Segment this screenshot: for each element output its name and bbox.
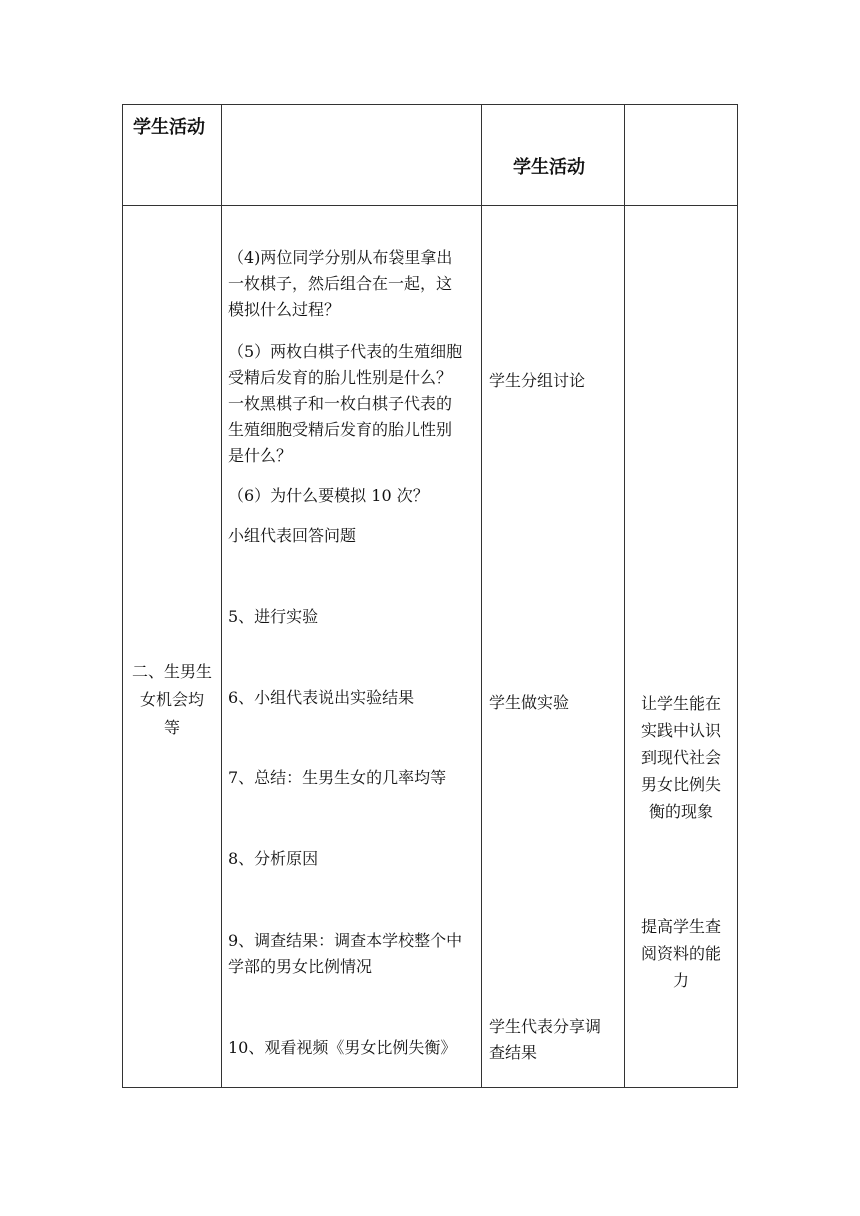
step-8: 8、分析原因 xyxy=(228,849,319,868)
question-5-line-5: 是什么？ xyxy=(228,446,293,465)
student-activity-share-line-2: 查结果 xyxy=(489,1043,538,1062)
question-5-line-2: 受精后发育的胎儿性别是什么？ xyxy=(228,368,453,387)
step-9-line-1: 9、调查结果：调查本学校整个中 xyxy=(228,931,463,950)
goal-1-line-4: 男女比例失 xyxy=(640,775,721,794)
table-border-left xyxy=(122,104,123,1088)
goal-1-line-1: 让学生能在 xyxy=(640,694,721,713)
table-border-bottom xyxy=(122,1087,738,1088)
header-col1-title: 学生活动 xyxy=(133,117,205,138)
table-col-divider-3 xyxy=(624,104,625,1088)
question-6: （6）为什么要模拟 10 次？ xyxy=(228,486,429,505)
stage-line-1: 二、生男生 xyxy=(131,662,212,681)
student-activity-share-line-1: 学生代表分享调 xyxy=(489,1017,602,1036)
group-answer: 小组代表回答问题 xyxy=(228,526,357,545)
goal-2-line-2: 阅资料的能 xyxy=(640,944,721,963)
step-7: 7、总结：生男生女的几率均等 xyxy=(228,768,447,787)
goal-2-line-1: 提高学生查 xyxy=(640,917,721,936)
question-5-line-1: （5）两枚白棋子代表的生殖细胞 xyxy=(228,342,463,361)
question-4-line-3: 模拟什么过程？ xyxy=(228,300,341,319)
table-col-divider-1 xyxy=(221,104,222,1088)
header-col3-title: 学生活动 xyxy=(513,157,585,178)
goal-1-line-3: 到现代社会 xyxy=(640,748,721,767)
goal-2-line-3: 力 xyxy=(672,971,689,990)
question-4-line-2: 一枚棋子，然后组合在一起，这 xyxy=(228,274,453,293)
stage-line-2: 女机会均 xyxy=(139,690,204,709)
table-border-top xyxy=(122,104,738,105)
table-border-right xyxy=(737,104,738,1088)
step-5: 5、进行实验 xyxy=(228,607,319,626)
question-4-line-1: （4)两位同学分别从布袋里拿出 xyxy=(228,248,453,267)
step-9-line-2: 学部的男女比例情况 xyxy=(228,957,373,976)
goal-1-line-5: 衡的现象 xyxy=(648,802,713,821)
goal-1-line-2: 实践中认识 xyxy=(640,721,721,740)
step-6: 6、小组代表说出实验结果 xyxy=(228,688,415,707)
student-activity-discuss: 学生分组讨论 xyxy=(489,371,586,390)
stage-line-3: 等 xyxy=(163,718,180,737)
table-header-divider xyxy=(122,205,738,206)
step-10: 10、观看视频《男女比例失衡》 xyxy=(228,1038,457,1057)
question-5-line-4: 生殖细胞受精后发育的胎儿性别 xyxy=(228,420,453,439)
table-col-divider-2 xyxy=(481,104,482,1088)
student-activity-experiment: 学生做实验 xyxy=(489,693,570,712)
question-5-line-3: 一枚黑棋子和一枚白棋子代表的 xyxy=(228,394,453,413)
